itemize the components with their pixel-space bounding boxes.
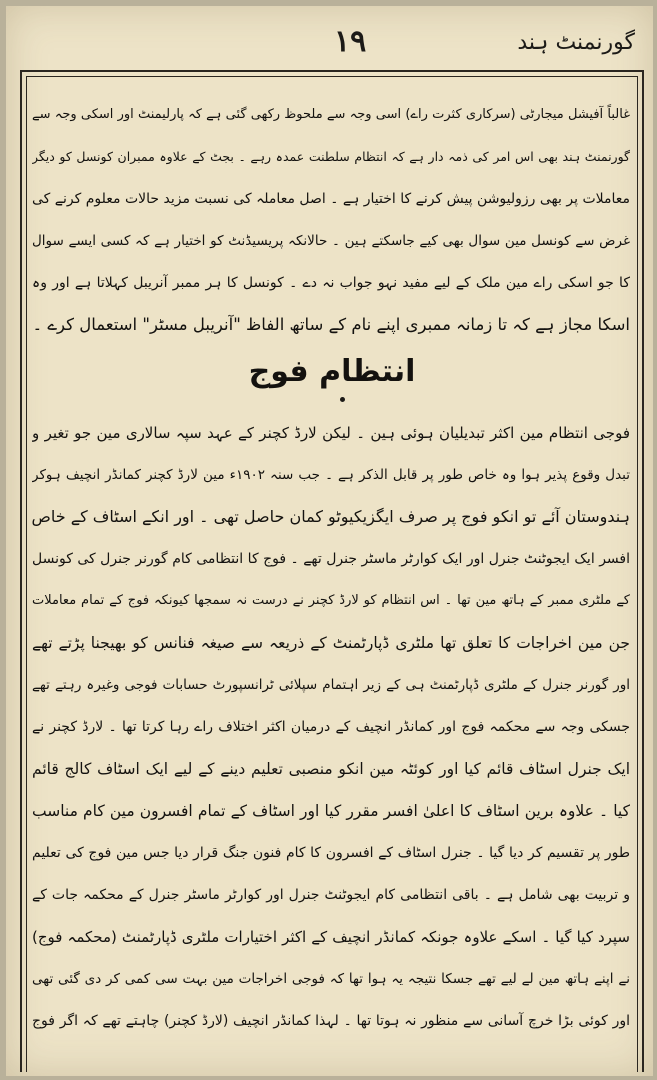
text-line: طور پر تقسیم کر دیا گیا ۔ جنرل اسٹاف کے افسرون کا کام فنون جنگ قرار دیا جس مین فوج کی تعلیم (32, 845, 630, 861)
text-line: غالباً آفیشل میجارٹی (سرکاری کثرت راے) اسی وجہ سے ملحوظ رکھی گئی ہے کہ پارلیمنٹ اور اسکی وجہ سے (32, 107, 630, 122)
text-line: تبدل وقوع پذیر ہوا وہ خاص طور پر قابل الذکر ہے ۔ جب سنہ ١٩٠٢ء مین لارڈ کچنر کمانڈر انچیف ہوکر (32, 467, 630, 483)
book-page (6, 6, 653, 1076)
text-line: نے اپنے ہاتھ مین لے لیے تھے جسکا نتیجہ یہ ہوا تھا کہ فوجی اخراجات مین بہت سی کمی کر دی گئی تھی (32, 971, 630, 987)
text-line: ایک جنرل اسٹاف قائم کیا اور کوئٹہ مین انکو منصبی تعلیم دینے کے لیے ایک اسٹاف کالج قائم (32, 760, 630, 778)
running-head: گورنمنٹ ہند (517, 30, 635, 55)
page-header (6, 6, 653, 68)
text-line: اور گورنر جنرل کے ملٹری ڈپارٹمنٹ ہی کے زیر اہتمام سپلائی ٹرانسپورٹ حسابات فوجی وغیرہ رہتے تھے (32, 677, 630, 693)
text-line: ہندوستان آئے تو انکو فوج پر صرف ایگزیکیوٹو کمان حاصل تھی ۔ اور انکے اسٹاف کے خاص (32, 507, 630, 526)
text-line: و تربیت بھی شامل ہے ۔ باقی انتظامی کام ایجوٹنٹ جنرل اور کوارٹر ماسٹر جنرل کے محکمہ جات کے (32, 887, 630, 903)
page-number: ١٩ (334, 24, 367, 59)
ink-dot (340, 397, 345, 402)
text-line: کے ملٹری ممبر کے ہاتھ مین تھا ۔ اس انتظام کو لارڈ کچنر نے درست نہ سمجھا کیونکہ فوج کے تمام معاملات (32, 593, 630, 608)
text-frame (20, 70, 644, 1072)
text-line: کا جو اسکی راے مین ملک کے لیے مفید نہو جواب نہ دے ۔ کونسل کا ہر ممبر آنریبل کہلاتا ہے اور وہ (32, 275, 630, 291)
paragraph-army (32, 412, 630, 1042)
text-line: جسکی وجہ سے محکمہ فوج اور کمانڈر انچیف کے درمیان اکثر اختلاف راے رہا کرتا تھا ۔ لارڈ کچنر نے (32, 719, 630, 735)
text-line: گورنمنٹ ہند بھی اس امر کی ذمہ دار ہے کہ انتظام سلطنت عمدہ رہے ۔ بجٹ کے علاوہ ممبران کونسل کو دیگر (32, 149, 630, 164)
paragraph-council (32, 94, 630, 346)
text-line: افسر ایک ایجوٹنٹ جنرل اور ایک کوارٹر ماسٹر جنرل تھے ۔ فوج کا انتظامی کام گورنر جنرل کی کونسل (32, 551, 630, 567)
text-line: سپرد کیا گیا ۔ اسکے علاوہ جونکہ کمانڈر انچیف کے اکثر اختیارات ملٹری ڈپارٹمنٹ (محکمہ فوج) (32, 928, 630, 946)
text-line: فوجی انتظام مین اکثر تبدیلیان ہوئی ہین ۔ لیکن لارڈ کچنر کے عہد سپہ سالاری مین جو تغیر و (32, 424, 630, 442)
text-line: کیا ۔ علاوہ برین اسٹاف کا اعلیٰ افسر مقرر کیا اور اسٹاف کے تمام افسرون مین کام مناسب (32, 802, 630, 820)
text-line: جن مین اخراجات کا تعلق تھا ملٹری ڈپارٹمنٹ کے ذریعہ سے صیغہ فنانس کو بھیجنا پڑتے تھے (32, 634, 630, 652)
text-line: غرض سے کونسل مین سوال بھی کیے جاسکتے ہین ۔ حالانکہ پریسیڈنٹ کو اختیار ہے کہ کسی ایسے سوال (32, 233, 630, 249)
text-line: معاملات پر بھی رزولیوشن پیش کرنے کا اختیار ہے ۔ اصل معاملہ کی نسبت مزید حالات معلوم کرنے کی (32, 191, 630, 207)
text-line: اسکا مجاز ہے کہ تا زمانہ ممبری اپنے نام کے ساتھ الفاظ "آنریبل مسٹر" استعمال کرے ۔ (32, 315, 630, 334)
section-heading: انتظام فوج (248, 354, 416, 389)
text-line: اور کوئی بڑا خرچ آسانی سے منظور نہ ہوتا تھا ۔ لہذا کمانڈر انچیف (لارڈ کچنر) چاہتے تھے کہ اگر فوج (32, 1013, 630, 1029)
